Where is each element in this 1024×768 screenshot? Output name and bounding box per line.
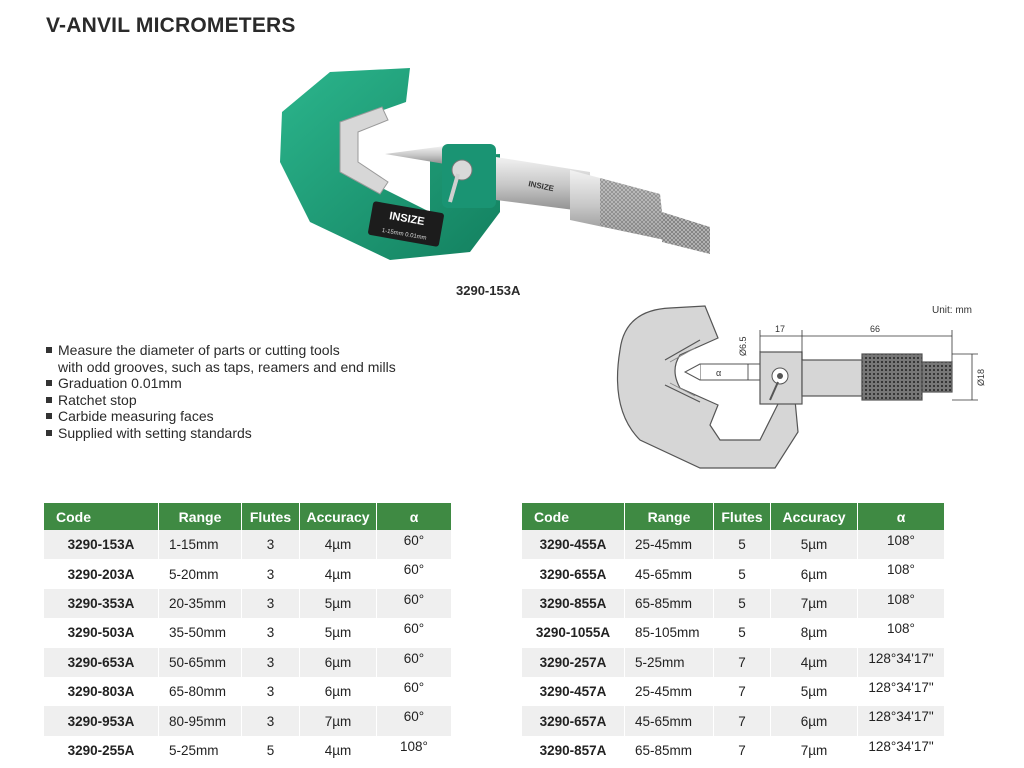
accuracy-cell: 7µm xyxy=(300,706,377,735)
alpha-label: α xyxy=(716,368,722,378)
micrometer-photo xyxy=(270,62,720,277)
accuracy-cell: 8µm xyxy=(771,618,858,647)
code-cell: 3290-353A xyxy=(44,589,159,618)
table-row xyxy=(522,559,945,588)
code-cell: 3290-803A xyxy=(44,677,159,706)
photo-caption: 3290-153A xyxy=(456,283,521,298)
code-cell: 3290-455A xyxy=(522,530,625,559)
dim-18: Ø18 xyxy=(976,368,986,386)
range-cell: 50-65mm xyxy=(159,648,242,677)
flutes-cell: 3 xyxy=(242,618,300,647)
code-cell: 3290-457A xyxy=(522,677,625,706)
dim-6-5: Ø6.5 xyxy=(738,336,748,356)
flutes-cell: 3 xyxy=(242,530,300,559)
accuracy-cell: 6µm xyxy=(300,648,377,677)
flutes-cell: 7 xyxy=(714,648,771,677)
alpha-cell: 128°34'17" xyxy=(858,677,945,706)
accuracy-cell: 5µm xyxy=(300,618,377,647)
table-row xyxy=(522,648,945,677)
code-cell: 3290-203A xyxy=(44,559,159,588)
range-cell: 5-20mm xyxy=(159,559,242,588)
alpha-cell: 108° xyxy=(858,559,945,588)
code-cell: 3290-953A xyxy=(44,706,159,735)
table-row xyxy=(44,589,452,618)
table-row xyxy=(522,530,945,559)
accuracy-cell: 7µm xyxy=(771,589,858,618)
flutes-cell: 5 xyxy=(714,530,771,559)
alpha-cell: 60° xyxy=(377,706,452,735)
brand-logo: INSIZE xyxy=(388,210,426,229)
feature-item: Carbide measuring faces xyxy=(46,408,396,425)
table-row xyxy=(522,589,945,618)
flutes-cell: 5 xyxy=(714,618,771,647)
accuracy-cell: 4µm xyxy=(300,736,377,765)
code-cell: 3290-857A xyxy=(522,736,625,765)
feature-list xyxy=(46,342,396,442)
code-cell: 3290-855A xyxy=(522,589,625,618)
alpha-cell: 128°34'17" xyxy=(858,736,945,765)
accuracy-cell: 6µm xyxy=(300,677,377,706)
range-cell: 35-50mm xyxy=(159,618,242,647)
header-code: Code xyxy=(44,503,159,530)
header-flutes: Flutes xyxy=(242,503,300,530)
alpha-cell: 60° xyxy=(377,618,452,647)
range-cell: 85-105mm xyxy=(625,618,714,647)
range-cell: 20-35mm xyxy=(159,589,242,618)
flutes-cell: 7 xyxy=(714,677,771,706)
header-accuracy: Accuracy xyxy=(771,503,858,530)
alpha-cell: 60° xyxy=(377,559,452,588)
range-cell: 25-45mm xyxy=(625,530,714,559)
alpha-cell: 108° xyxy=(377,736,452,765)
sleeve-brand: INSIZE xyxy=(527,179,555,194)
accuracy-cell: 7µm xyxy=(771,736,858,765)
table-row xyxy=(522,677,945,706)
range-cell: 45-65mm xyxy=(625,559,714,588)
alpha-cell: 60° xyxy=(377,530,452,559)
accuracy-cell: 4µm xyxy=(771,648,858,677)
table-row xyxy=(522,706,945,735)
table-row xyxy=(44,736,452,765)
dim-17: 17 xyxy=(775,324,786,334)
range-cell: 80-95mm xyxy=(159,706,242,735)
flutes-cell: 3 xyxy=(242,648,300,677)
flutes-cell: 3 xyxy=(242,677,300,706)
header-alpha: α xyxy=(858,503,945,530)
alpha-cell: 60° xyxy=(377,677,452,706)
table-row xyxy=(44,530,452,559)
range-cell: 65-80mm xyxy=(159,677,242,706)
accuracy-cell: 5µm xyxy=(771,677,858,706)
table-row xyxy=(522,618,945,647)
flutes-cell: 3 xyxy=(242,589,300,618)
range-cell: 5-25mm xyxy=(625,648,714,677)
flutes-cell: 5 xyxy=(242,736,300,765)
feature-item: Graduation 0.01mm xyxy=(46,375,396,392)
range-cell: 25-45mm xyxy=(625,677,714,706)
feature-item-continued: with odd grooves, such as taps, reamers and end mills xyxy=(58,358,396,375)
alpha-cell: 60° xyxy=(377,589,452,618)
flutes-cell: 7 xyxy=(714,736,771,765)
header-accuracy: Accuracy xyxy=(300,503,377,530)
header-range: Range xyxy=(625,503,714,530)
header-alpha: α xyxy=(377,503,452,530)
alpha-cell: 108° xyxy=(858,530,945,559)
plate-text: 1-15mm 0.01mm xyxy=(381,227,427,242)
accuracy-cell: 4µm xyxy=(300,559,377,588)
range-cell: 1-15mm xyxy=(159,530,242,559)
code-cell: 3290-1055A xyxy=(522,618,625,647)
feature-item: Supplied with setting standards xyxy=(46,425,396,442)
alpha-cell: 128°34'17" xyxy=(858,648,945,677)
alpha-cell: 108° xyxy=(858,589,945,618)
range-cell: 65-85mm xyxy=(625,736,714,765)
table-row xyxy=(44,559,452,588)
code-cell: 3290-257A xyxy=(522,648,625,677)
header-range: Range xyxy=(159,503,242,530)
flutes-cell: 3 xyxy=(242,706,300,735)
table-row xyxy=(44,677,452,706)
flutes-cell: 5 xyxy=(714,589,771,618)
table-row xyxy=(44,618,452,647)
accuracy-cell: 5µm xyxy=(771,530,858,559)
unit-label: Unit: mm xyxy=(932,305,972,316)
accuracy-cell: 6µm xyxy=(771,706,858,735)
table-row xyxy=(44,706,452,735)
range-cell: 5-25mm xyxy=(159,736,242,765)
code-cell: 3290-503A xyxy=(44,618,159,647)
code-cell: 3290-653A xyxy=(44,648,159,677)
table-row xyxy=(44,648,452,677)
dim-66: 66 xyxy=(870,324,881,334)
range-cell: 65-85mm xyxy=(625,589,714,618)
alpha-cell: 128°34'17" xyxy=(858,706,945,735)
accuracy-cell: 6µm xyxy=(771,559,858,588)
technical-drawing xyxy=(600,300,992,475)
code-cell: 3290-255A xyxy=(44,736,159,765)
alpha-cell: 108° xyxy=(858,618,945,647)
header-code: Code xyxy=(522,503,625,530)
spec-table-right xyxy=(522,503,945,765)
accuracy-cell: 4µm xyxy=(300,530,377,559)
spec-table-left xyxy=(44,503,452,765)
flutes-cell: 5 xyxy=(714,559,771,588)
code-cell: 3290-153A xyxy=(44,530,159,559)
page-title: V-ANVIL MICROMETERS xyxy=(46,14,296,37)
alpha-cell: 60° xyxy=(377,648,452,677)
code-cell: 3290-655A xyxy=(522,559,625,588)
accuracy-cell: 5µm xyxy=(300,589,377,618)
table-row xyxy=(522,736,945,765)
flutes-cell: 3 xyxy=(242,559,300,588)
flutes-cell: 7 xyxy=(714,706,771,735)
header-flutes: Flutes xyxy=(714,503,771,530)
range-cell: 45-65mm xyxy=(625,706,714,735)
feature-item: Measure the diameter of parts or cutting tools xyxy=(46,342,396,359)
feature-item: Ratchet stop xyxy=(46,392,396,409)
code-cell: 3290-657A xyxy=(522,706,625,735)
